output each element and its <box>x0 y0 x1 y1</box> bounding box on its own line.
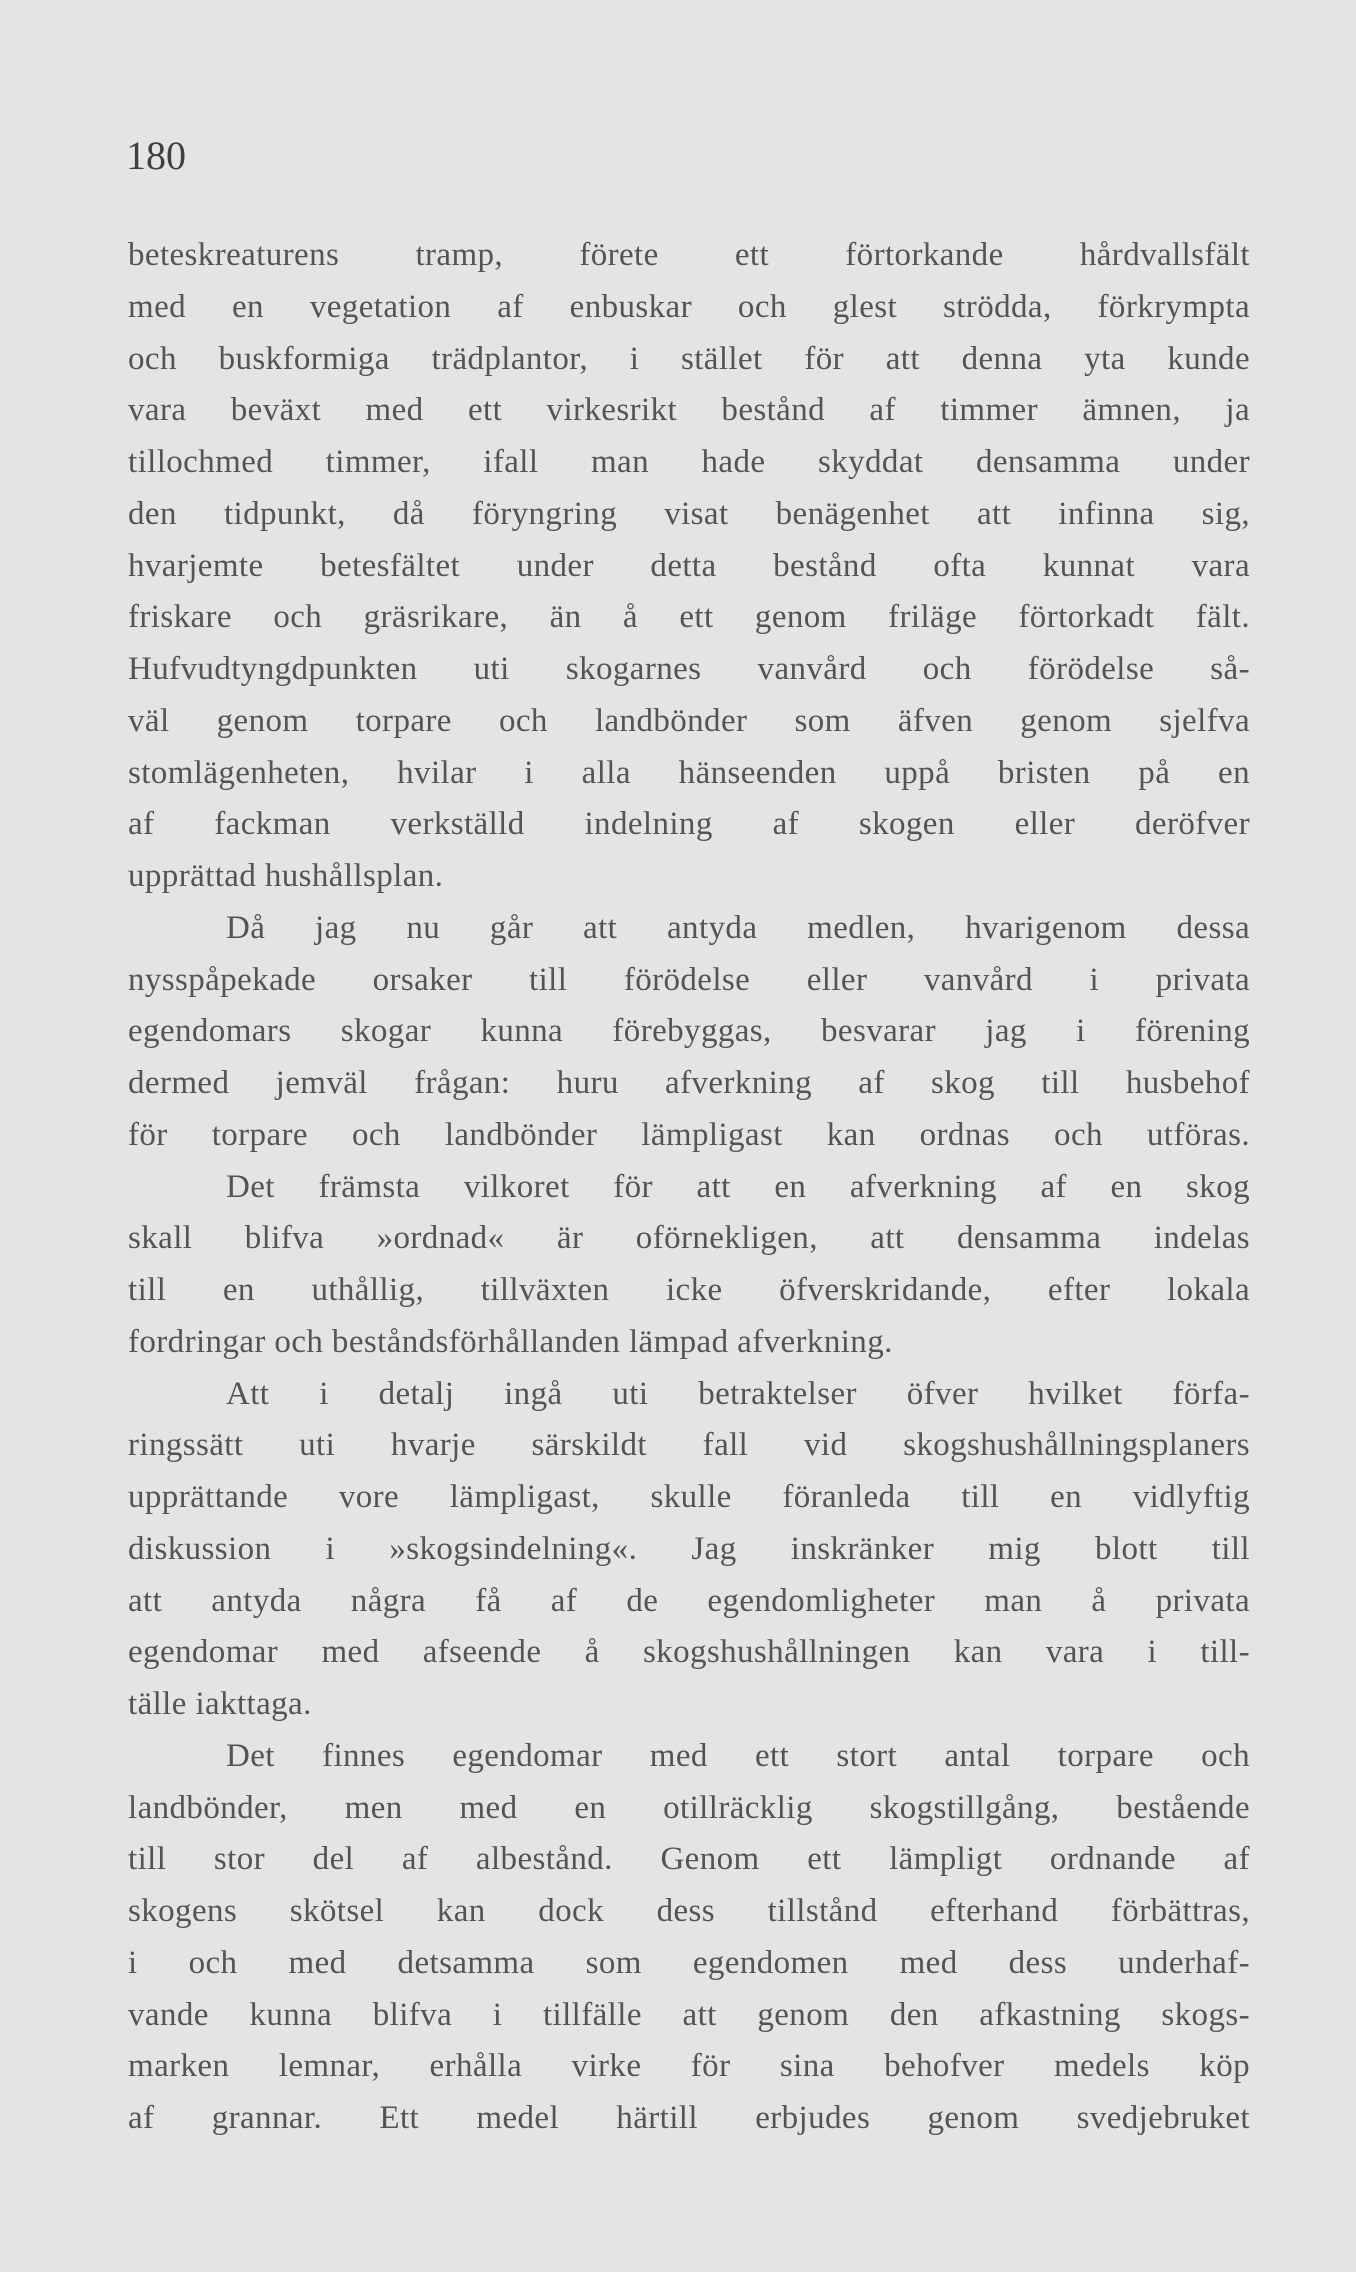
text-line: stomlägenheten, hvilar i alla hänseenden uppå bristen på en <box>128 754 1250 791</box>
text-line: landbönder, men med en otillräcklig skogstillgång, bestående <box>128 1789 1250 1826</box>
text-line: beteskreaturens tramp, förete ett förtorkande hårdvallsfält <box>128 237 1250 273</box>
text-line: den tidpunkt, då föryngring visat benägenhet att infinna sig, <box>128 495 1250 532</box>
text-line: skall blifva »ordnad« är oförnekligen, att densamma indelas <box>128 1220 1250 1257</box>
text-line: fordringar och beståndsförhållanden lämpad afverkning. <box>128 1323 893 1360</box>
text-line: väl genom torpare och landbönder som äfven genom sjelfva <box>128 702 1250 739</box>
text-line: och buskformiga trädplantor, i stället för att denna yta kunde <box>128 340 1250 377</box>
text-line: marken lemnar, erhålla virke för sina behofver medels köp <box>128 2048 1250 2085</box>
text-line: i och med detsamma som egendomen med dess underhaf- <box>128 1944 1250 1981</box>
text-line: Hufvudtyngdpunkten uti skogarnes vanvård och förödelse så- <box>128 651 1250 687</box>
text-line: vara beväxt med ett virkesrikt bestånd af timmer ämnen, ja <box>128 392 1250 429</box>
text-line: ringssätt uti hvarje särskildt fall vid skogshushållningsplaners <box>128 1427 1250 1464</box>
text-line: till stor del af albestånd. Genom ett lämpligt ordnande af <box>128 1841 1250 1878</box>
text-line: med en vegetation af enbuskar och glest strödda, förkrympta <box>128 288 1250 325</box>
text-line: vande kunna blifva i tillfälle att genom den afkastning skogs- <box>128 1996 1250 2033</box>
text-line: Att i detalj ingå uti betraktelser öfver hvilket förfa- <box>226 1375 1250 1412</box>
text-line: upprättad hushållsplan. <box>128 858 444 894</box>
text-line: dermed jemväl frågan: huru afverkning af skog till husbehof <box>128 1065 1250 1101</box>
page-number: 180 <box>126 133 186 178</box>
text-line: tälle iakttaga. <box>128 1686 312 1722</box>
text-line: upprättande vore lämpligast, skulle föranleda till en vidlyftig <box>128 1479 1250 1515</box>
text-line: för torpare och landbönder lämpligast kan ordnas och utföras. <box>128 1116 1250 1153</box>
text-line: egendomar med afseende å skogshushållningen kan vara i till- <box>128 1634 1250 1671</box>
text-line: till en uthållig, tillväxten icke öfverskridande, efter lokala <box>128 1272 1250 1308</box>
text-line: friskare och gräsrikare, än å ett genom friläge förtorkadt fält. <box>128 599 1250 636</box>
text-line: att antyda några få af de egendomligheter man å privata <box>128 1582 1250 1619</box>
text-line: Det främsta vilkoret för att en afverkning af en skog <box>226 1168 1250 1205</box>
text-line: diskussion i »skogsindelning«. Jag inskränker mig blott till <box>128 1530 1250 1567</box>
text-line: af fackman verkställd indelning af skogen eller deröfver <box>128 806 1250 843</box>
text-line: nysspåpekade orsaker till förödelse eller vanvård i privata <box>128 961 1250 998</box>
text-line: egendomars skogar kunna förebyggas, besvarar jag i förening <box>128 1013 1250 1050</box>
text-line: af grannar. Ett medel härtill erbjudes genom svedjebruket <box>128 2100 1250 2136</box>
text-line: Det finnes egendomar med ett stort antal torpare och <box>226 1737 1250 1774</box>
body-text <box>128 230 1250 2145</box>
text-line: Då jag nu går att antyda medlen, hvarigenom dessa <box>226 909 1250 946</box>
text-line: tillochmed timmer, ifall man hade skyddat densamma under <box>128 444 1250 480</box>
text-line: skogens skötsel kan dock dess tillstånd efterhand förbättras, <box>128 1893 1250 1929</box>
text-line: hvarjemte betesfältet under detta bestånd ofta kunnat vara <box>128 547 1250 584</box>
